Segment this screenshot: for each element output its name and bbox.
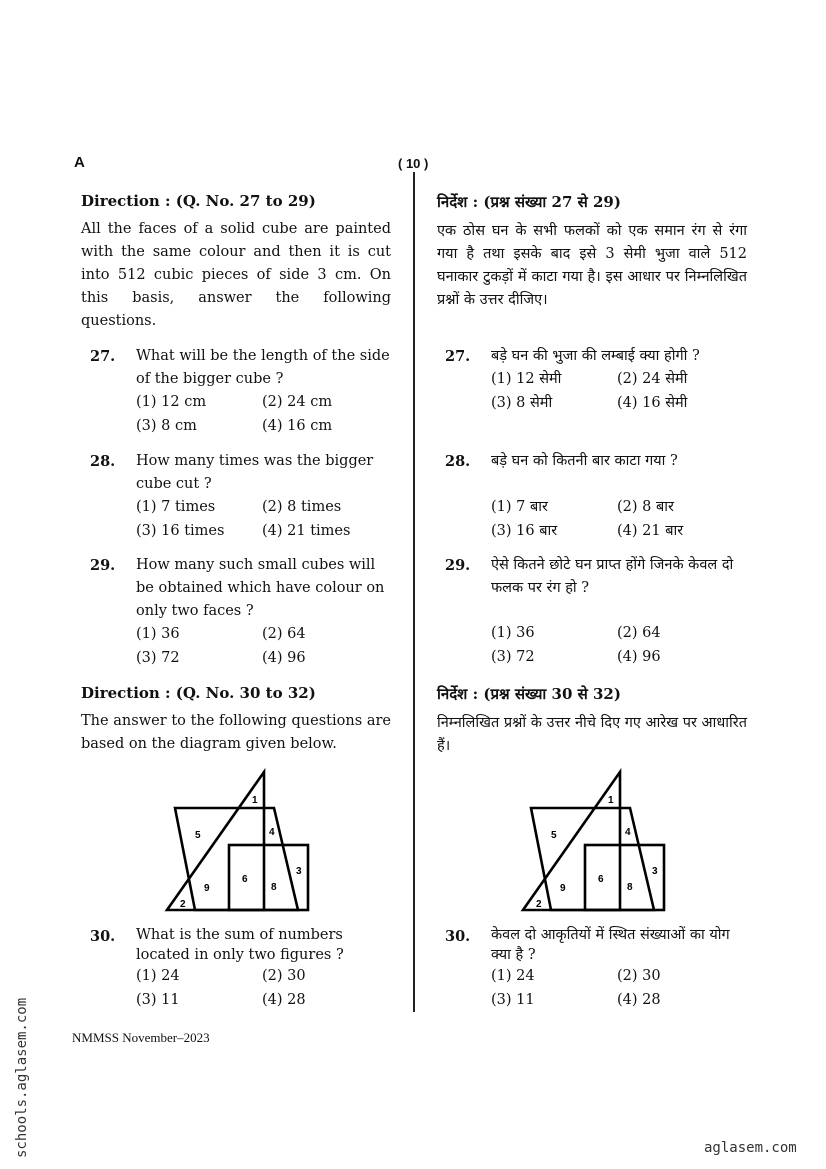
direction-text: The answer to the following questions are based on the diagram given below. bbox=[81, 713, 391, 752]
option: (4) 16 सेमी bbox=[617, 395, 688, 411]
option: (4) 96 bbox=[262, 650, 306, 666]
option: (2) 30 bbox=[617, 968, 661, 984]
option: (3) 8 सेमी bbox=[491, 395, 553, 411]
option: (1) 7 times bbox=[136, 499, 216, 515]
region-label: 4 bbox=[625, 827, 631, 838]
option: (1) 12 सेमी bbox=[491, 371, 562, 387]
question-28-hindi bbox=[445, 450, 746, 543]
parallelogram-shape bbox=[531, 808, 654, 910]
option: (4) 28 bbox=[617, 992, 661, 1008]
region-label: 5 bbox=[195, 830, 201, 841]
options bbox=[491, 965, 746, 1012]
region-label: 5 bbox=[551, 830, 557, 841]
direction-heading: Direction : (Q. No. 30 to 32) bbox=[81, 684, 316, 702]
question-text: What is the sum of numbers located in only two figures ? bbox=[136, 927, 344, 963]
option: (3) 8 cm bbox=[136, 418, 197, 434]
question-29-hindi bbox=[445, 554, 746, 669]
options bbox=[491, 368, 746, 415]
question-number: 27. bbox=[90, 348, 116, 365]
set-label: A bbox=[74, 154, 85, 171]
direction-heading: निर्देश : (प्रश्न संख्या 30 से 32) bbox=[437, 685, 621, 703]
region-label: 3 bbox=[652, 866, 658, 877]
parallelogram-shape bbox=[175, 808, 298, 910]
option: (4) 28 bbox=[262, 992, 306, 1008]
option: (2) 64 bbox=[262, 626, 306, 642]
question-number: 30. bbox=[90, 928, 116, 945]
question-text: How many times was the bigger cube cut ? bbox=[136, 453, 374, 492]
region-label: 6 bbox=[242, 874, 248, 885]
option: (1) 7 बार bbox=[491, 499, 548, 515]
option: (4) 16 cm bbox=[262, 418, 333, 434]
option: (1) 36 bbox=[491, 625, 535, 641]
option: (3) 11 bbox=[136, 992, 180, 1008]
region-label: 2 bbox=[180, 899, 186, 910]
option: (1) 24 bbox=[491, 968, 535, 984]
question-number: 29. bbox=[90, 557, 116, 574]
hindi-direction-2 bbox=[437, 684, 747, 758]
option: (4) 21 बार bbox=[617, 523, 684, 539]
region-label: 8 bbox=[627, 882, 633, 893]
region-label: 6 bbox=[598, 874, 604, 885]
question-29 bbox=[90, 554, 391, 670]
option: (3) 16 बार bbox=[491, 523, 558, 539]
column-divider bbox=[413, 172, 415, 1012]
figure-diagram bbox=[160, 768, 320, 916]
options bbox=[136, 623, 391, 670]
option: (1) 24 bbox=[136, 968, 180, 984]
corner-watermark: aglasem.com bbox=[704, 1140, 797, 1156]
option: (2) 24 cm bbox=[262, 394, 333, 410]
question-text: बड़े घन को कितनी बार काटा गया ? bbox=[491, 453, 678, 469]
direction-heading: Direction : (Q. No. 27 to 29) bbox=[81, 192, 316, 210]
option: (2) 8 बार bbox=[617, 499, 674, 515]
hindi-column bbox=[437, 192, 747, 312]
option: (1) 12 cm bbox=[136, 394, 207, 410]
region-label: 8 bbox=[271, 882, 277, 893]
option: (1) 36 bbox=[136, 626, 180, 642]
direction-text: All the faces of a solid cube are painted with the same colour and then it is cut into 512 cubic pieces of side 3 cm. On this basis, answer the following questions. bbox=[81, 221, 391, 329]
direction-text: निम्नलिखित प्रश्नों के उत्तर नीचे दिए गए आरेख पर आधारित हैं। bbox=[437, 715, 747, 754]
question-28 bbox=[90, 450, 391, 543]
options bbox=[136, 391, 391, 438]
question-number: 28. bbox=[445, 453, 471, 470]
option: (3) 16 times bbox=[136, 523, 225, 539]
question-number: 30. bbox=[445, 928, 471, 945]
option: (4) 96 bbox=[617, 649, 661, 665]
option: (3) 72 bbox=[491, 649, 535, 665]
question-number: 29. bbox=[445, 557, 471, 574]
english-column bbox=[81, 192, 391, 333]
region-label: 9 bbox=[204, 883, 210, 894]
footer-exam-name: NMMSS November–2023 bbox=[72, 1030, 210, 1045]
english-direction-2 bbox=[81, 684, 391, 756]
option: (2) 64 bbox=[617, 625, 661, 641]
option: (4) 21 times bbox=[262, 523, 351, 539]
question-30 bbox=[90, 925, 391, 1012]
direction-heading: निर्देश : (प्रश्न संख्या 27 से 29) bbox=[437, 193, 621, 211]
region-label: 1 bbox=[252, 795, 258, 806]
question-text: How many such small cubes will be obtained which have colour on only two faces ? bbox=[136, 557, 385, 619]
option: (2) 8 times bbox=[262, 499, 342, 515]
region-label: 4 bbox=[269, 827, 275, 838]
direction-text: एक ठोस घन के सभी फलकों को एक समान रंग से रंगा गया है तथा इसके बाद इसे 3 सेमी भुजा वाले 512 घनाकार टुकड़ों में काटा गया है। इस आधार पर निम्नलिखित प्रश्नों के उत्तर दीजिए। bbox=[437, 223, 747, 308]
question-text: बड़े घन की भुजा की लम्बाई क्या होगी ? bbox=[491, 348, 700, 364]
option: (2) 24 सेमी bbox=[617, 371, 688, 387]
options bbox=[491, 622, 746, 669]
option: (3) 72 bbox=[136, 650, 180, 666]
question-number: 27. bbox=[445, 348, 471, 365]
option: (3) 11 bbox=[491, 992, 535, 1008]
region-label: 1 bbox=[608, 795, 614, 806]
region-label: 2 bbox=[536, 899, 542, 910]
options bbox=[136, 965, 391, 1012]
question-text: ऐसे कितने छोटे घन प्राप्त होंगे जिनके केवल दो फलक पर रंग हो ? bbox=[491, 557, 734, 596]
question-27-hindi bbox=[445, 345, 746, 415]
options bbox=[491, 496, 746, 543]
option: (2) 30 bbox=[262, 968, 306, 984]
question-number: 28. bbox=[90, 453, 116, 470]
options bbox=[136, 496, 391, 543]
question-text: What will be the length of the side of the bigger cube ? bbox=[136, 348, 390, 387]
region-label: 9 bbox=[560, 883, 566, 894]
question-text: केवल दो आकृतियों में स्थित संख्याओं का योग क्या है ? bbox=[491, 927, 730, 963]
figure-diagram-hindi bbox=[516, 768, 676, 916]
region-label: 3 bbox=[296, 866, 302, 877]
page-number: ( 10 ) bbox=[398, 156, 429, 171]
side-watermark: schools.aglasem.com bbox=[14, 997, 30, 1158]
question-27 bbox=[90, 345, 391, 438]
question-30-hindi bbox=[445, 925, 746, 1012]
